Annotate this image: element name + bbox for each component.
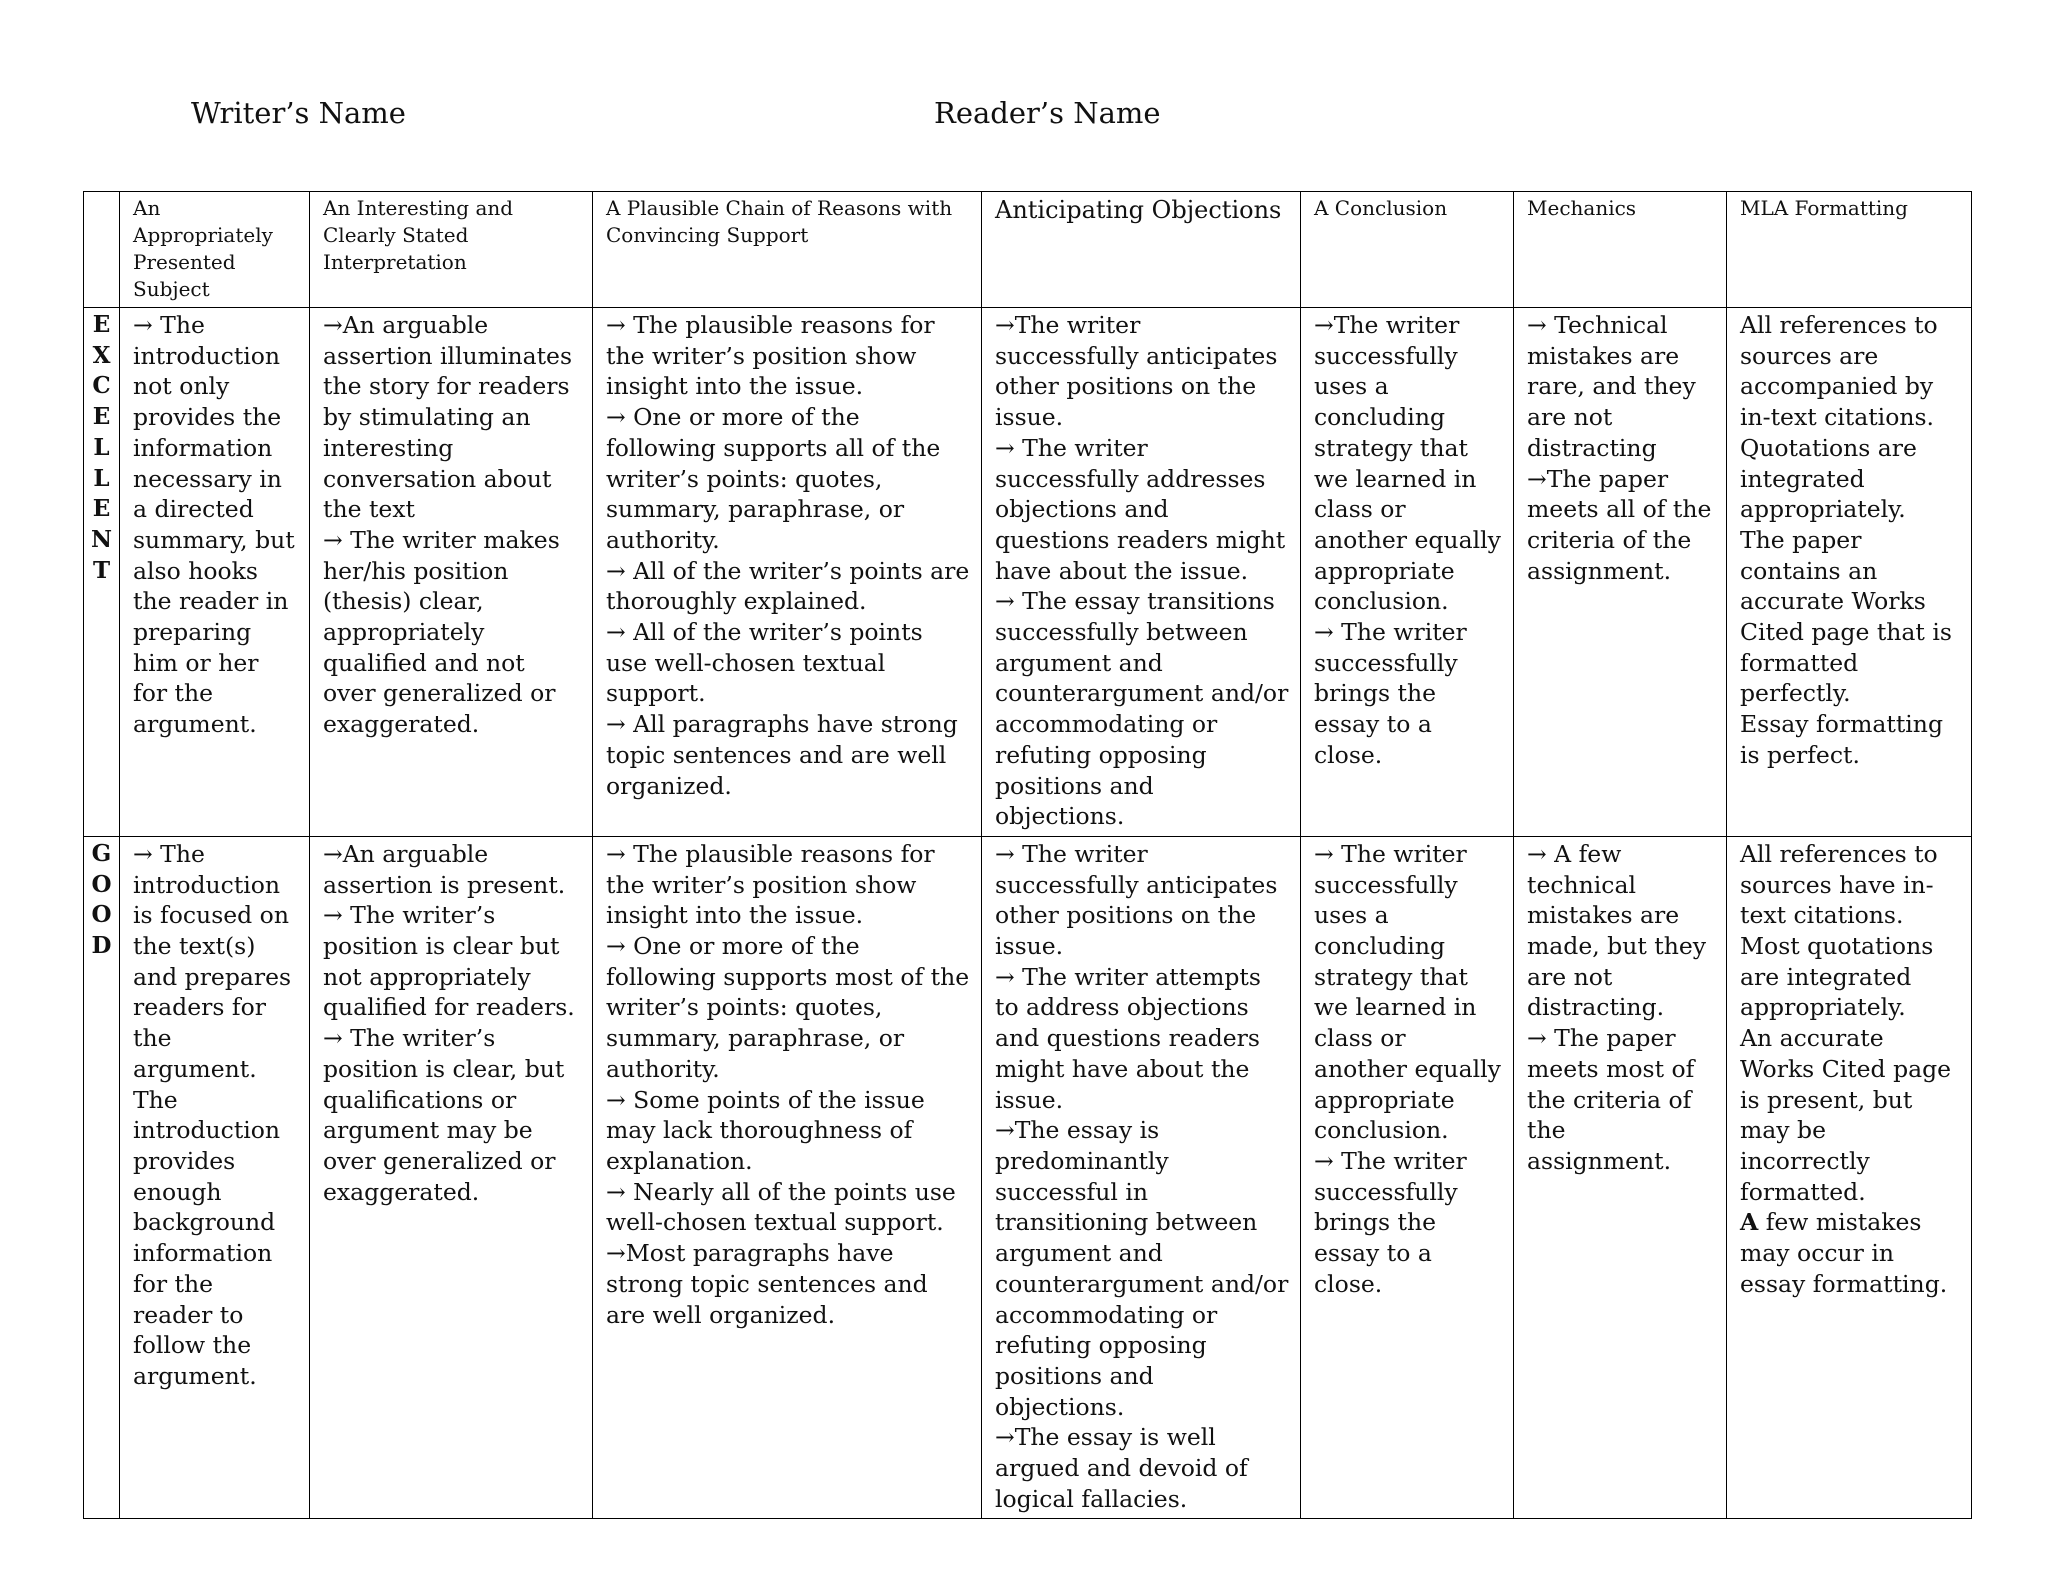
- good-objections-cell: → The writer successfully anticipates other positions on the issue. → The writer attempts to address objections and questions readers might have about the issue. →The essay is predominantly successful in transitioning between argument and counterargument and/or accommodating or refuting opposing positions and objections. →The essay is well argued and devoid of logical fallacies.: [982, 836, 1301, 1518]
- excellent-row: [84, 308, 1972, 837]
- good-interpretation-cell: →An arguable assertion is present. → The writer’s position is clear but not appropriately qualified for readers. → The writer’s position is clear, but qualifications or argument may be over generalized or exaggerated.: [310, 836, 593, 1518]
- good-mechanics-cell: → A few technical mistakes are made, but they are not distracting. → The paper meets most of the criteria of the assignment.: [1514, 836, 1727, 1518]
- excellent-reasons-cell: → The plausible reasons for the writer’s position show insight into the issue. → One or more of the following supports all of the writer’s points: quotes, summary, paraphrase, or authority. → All of the writer’s points are thoroughly explained. → All of the writer’s points use well-chosen textual support. → All paragraphs have strong topic sentences and are well organized.: [593, 308, 982, 837]
- readers-name-label: Reader’s Name: [934, 96, 1161, 130]
- header-conclusion: A Conclusion: [1301, 192, 1514, 308]
- excellent-subject-cell: → The introduction not only provides the information necessary in a directed summary, but also hooks the reader in preparing him or her for the argument.: [120, 308, 310, 837]
- header-reasons: A Plausible Chain of Reasons with Convincing Support: [593, 192, 982, 308]
- good-conclusion-cell: → The writer successfully uses a concluding strategy that we learned in class or another equally appropriate conclusion. → The writer successfully brings the essay to a close.: [1301, 836, 1514, 1518]
- level-good: G O O D: [84, 836, 120, 1518]
- good-reasons-cell: → The plausible reasons for the writer’s position show insight into the issue. → One or more of the following supports most of the writer’s points: quotes, summary, paraphrase, or authority. → Some points of the issue may lack thoroughness of explanation. → Nearly all of the points use well-chosen textual support. →Most paragraphs have strong topic sentences and are well organized.: [593, 836, 982, 1518]
- good-mla-cell: All references to sources have in-text citations. Most quotations are integrated appropriately. An accurate Works Cited page is present, but may be incorrectly formatted. A few mistakes may occur in essay formatting.: [1727, 836, 1972, 1518]
- header-mla: MLA Formatting: [1727, 192, 1972, 308]
- excellent-conclusion-cell: →The writer successfully uses a concluding strategy that we learned in class or another equally appropriate conclusion. → The writer successfully brings the essay to a close.: [1301, 308, 1514, 837]
- excellent-mla-cell: All references to sources are accompanied by in-text citations. Quotations are integrated appropriately. The paper contains an accurate Works Cited page that is formatted perfectly. Essay formatting is perfect.: [1727, 308, 1972, 837]
- good-subject-cell: → The introduction is focused on the text(s) and prepares readers for the argument. The introduction provides enough background information for the reader to follow the argument.: [120, 836, 310, 1518]
- grading-rubric-table: [83, 191, 1972, 1519]
- header-row: [84, 192, 1972, 308]
- level-excellent: E X C E L L E N T: [84, 308, 120, 837]
- header-subject: An Appropriately Presented Subject: [120, 192, 310, 308]
- header-mechanics: Mechanics: [1514, 192, 1727, 308]
- writers-name-label: Writer’s Name: [191, 96, 406, 130]
- header-corner-cell: [84, 192, 120, 308]
- header-interpretation: An Interesting and Clearly Stated Interpretation: [310, 192, 593, 308]
- good-row: [84, 836, 1972, 1518]
- excellent-objections-cell: →The writer successfully anticipates other positions on the issue. → The writer successfully addresses objections and questions readers might have about the issue. → The essay transitions successfully between argument and counterargument and/or accommodating or refuting opposing positions and objections.: [982, 308, 1301, 837]
- header-objections: Anticipating Objections: [982, 192, 1301, 308]
- excellent-mechanics-cell: → Technical mistakes are rare, and they are not distracting →The paper meets all of the criteria of the assignment.: [1514, 308, 1727, 837]
- excellent-interpretation-cell: →An arguable assertion illuminates the story for readers by stimulating an interesting conversation about the text → The writer makes her/his position (thesis) clear, appropriately qualified and not over generalized or exaggerated.: [310, 308, 593, 837]
